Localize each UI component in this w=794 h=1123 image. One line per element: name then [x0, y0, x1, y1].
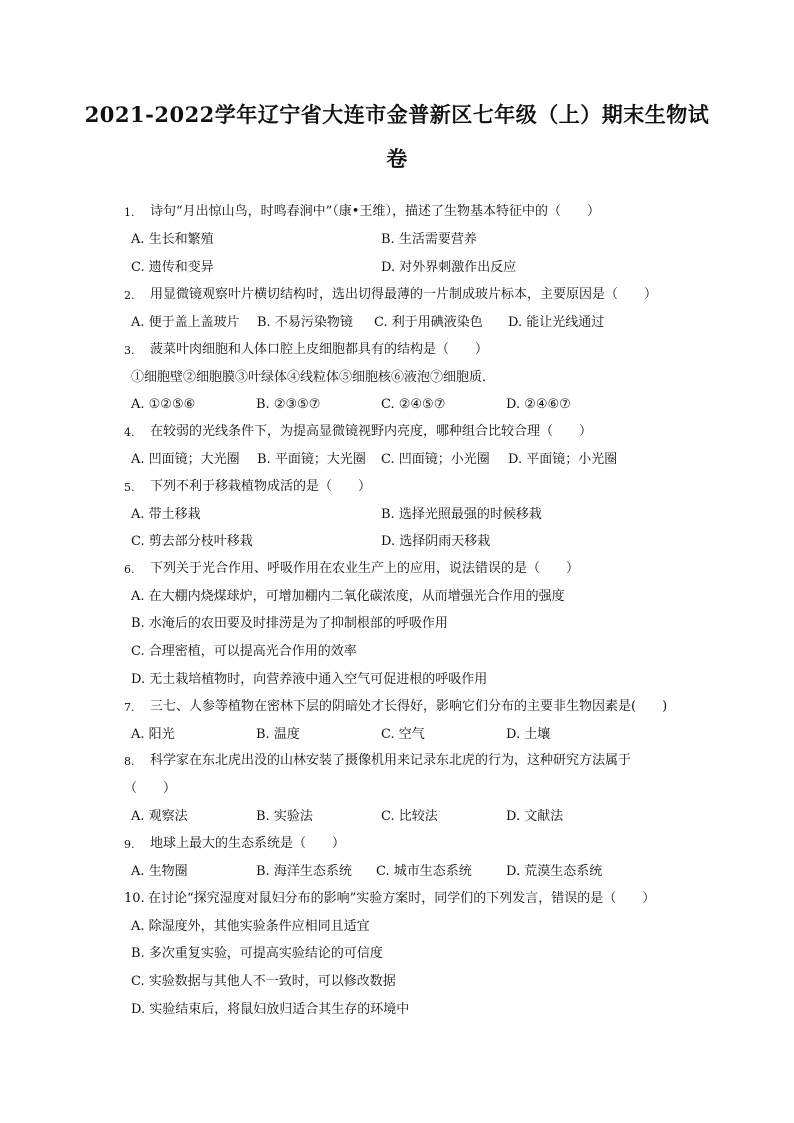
question-number: 10.	[124, 891, 145, 906]
question-text: 用显微镜观察叶片横切结构时，选出切得最薄的一片制成玻片标本，主要原因是（ ）	[150, 287, 658, 302]
option-b: B. ②③⑤⑦	[256, 397, 321, 412]
question-text: 在较弱的光线条件下，为提高显微镜视野内亮度，哪种组合比较合理（ ）	[150, 424, 593, 439]
option-d: D. 文献法	[506, 809, 564, 824]
question-number: 8.	[124, 755, 135, 768]
option-b: B. 生活需要营养	[381, 232, 477, 247]
question-text: 科学家在东北虎出没的山林安装了摄像机用来记录东北虎的行为，这种研究方法属于	[150, 753, 632, 768]
exam-title-line-1: 2021-2022学年辽宁省大连市金普新区七年级（上）期末生物试	[84, 102, 710, 127]
option-a: A. 阳光	[131, 727, 175, 742]
option-a: A. 观察法	[131, 809, 188, 824]
option-d: D. ②④⑥⑦	[506, 397, 571, 412]
structure-list: ①细胞壁②细胞膜③叶绿体④线粒体⑤细胞核⑥液泡⑦细胞质．	[131, 370, 496, 385]
option-b: B. 海洋生态系统	[256, 864, 352, 879]
option-d: D. 实验结束后，将鼠妇放归适合其生存的环境中	[131, 1002, 410, 1017]
question-text-continued: （ ）	[124, 781, 177, 796]
question-number: 1.	[124, 206, 135, 219]
option-a: A. ①②⑤⑥	[131, 397, 196, 412]
option-a: A. 除湿度外，其他实验条件应相同且适宜	[131, 919, 370, 934]
option-a: A. 在大棚内烧煤球炉，可增加棚内二氧化碳浓度，从而增强光合作用的强度	[131, 589, 565, 604]
question-number: 3.	[124, 344, 135, 357]
option-c: C. 比较法	[381, 809, 438, 824]
option-b: B. 多次重复实验，可提高实验结论的可信度	[131, 946, 383, 961]
question-number: 5.	[124, 481, 135, 494]
option-d: D. 能让光线通过	[508, 315, 605, 330]
option-d: D. 对外界刺激作出反应	[381, 260, 517, 275]
option-a: A. 凹面镜；大光圈	[131, 452, 240, 467]
question-text: 菠菜叶肉细胞和人体口腔上皮细胞都具有的结构是（ ）	[150, 342, 489, 357]
question-text: 下列关于光合作用、呼吸作用在农业生产上的应用，说法错误的是（ ）	[150, 561, 580, 576]
option-b: B. 水淹后的农田要及时排涝是为了抑制根部的呼吸作用	[131, 616, 448, 631]
question-text: 地球上最大的生态系统是（ ）	[150, 836, 346, 851]
option-d: D. 无土栽培植物时，向营养液中通入空气可促进根的呼吸作用	[131, 672, 488, 687]
question-text: 三七、人参等植物在密林下层的阴暗处才长得好，影响它们分布的主要非生物因素是( )	[150, 699, 668, 714]
option-d: D. 选择阴雨天移栽	[381, 534, 491, 549]
question-number: 4.	[124, 426, 135, 439]
option-a: A. 生物圈	[131, 864, 188, 879]
option-c: C. 城市生态系统	[376, 864, 472, 879]
question-number: 2.	[124, 289, 135, 302]
option-d: D. 土壤	[506, 727, 551, 742]
option-c: C. 遗传和变异	[131, 260, 214, 275]
option-c: C. 凹面镜；小光圈	[381, 452, 490, 467]
question-number: 7.	[124, 701, 135, 714]
option-d: D. 荒漠生态系统	[506, 864, 603, 879]
option-b: B. 平面镜；大光圈	[257, 452, 366, 467]
question-text: 在讨论“探究湿度对鼠妇分布的影响”实验方案时，同学们的下列发言，错误的是（ ）	[148, 891, 656, 906]
option-a: A. 带土移栽	[131, 507, 201, 522]
option-c: C. 利于用碘液染色	[374, 315, 483, 330]
option-c: C. 合理密植，可以提高光合作用的效率	[131, 644, 357, 659]
option-b: B. 实验法	[256, 809, 313, 824]
option-c: C. 实验数据与其他人不一致时，可以修改数据	[131, 974, 396, 989]
question-text: 诗句“月出惊山鸟，时鸣春涧中”（康•王维），描述了生物基本特征中的（ ）	[150, 204, 600, 219]
option-b: B. 温度	[256, 727, 300, 742]
option-d: D. 平面镜；小光圈	[508, 452, 618, 467]
option-c: C. 空气	[381, 727, 425, 742]
question-text: 下列不利于移栽植物成活的是（ ）	[150, 479, 372, 494]
question-number: 9.	[124, 838, 135, 851]
option-a: A. 生长和繁殖	[131, 232, 214, 247]
exam-title-line-2: 卷	[386, 146, 408, 171]
option-c: C. 剪去部分枝叶移栽	[131, 534, 253, 549]
option-b: B. 不易污染物镜	[257, 315, 353, 330]
option-a: A. 便于盖上盖玻片	[131, 315, 240, 330]
option-b: B. 选择光照最强的时候移栽	[381, 507, 542, 522]
option-c: C. ②④⑤⑦	[381, 397, 446, 412]
question-number: 6.	[124, 563, 135, 576]
